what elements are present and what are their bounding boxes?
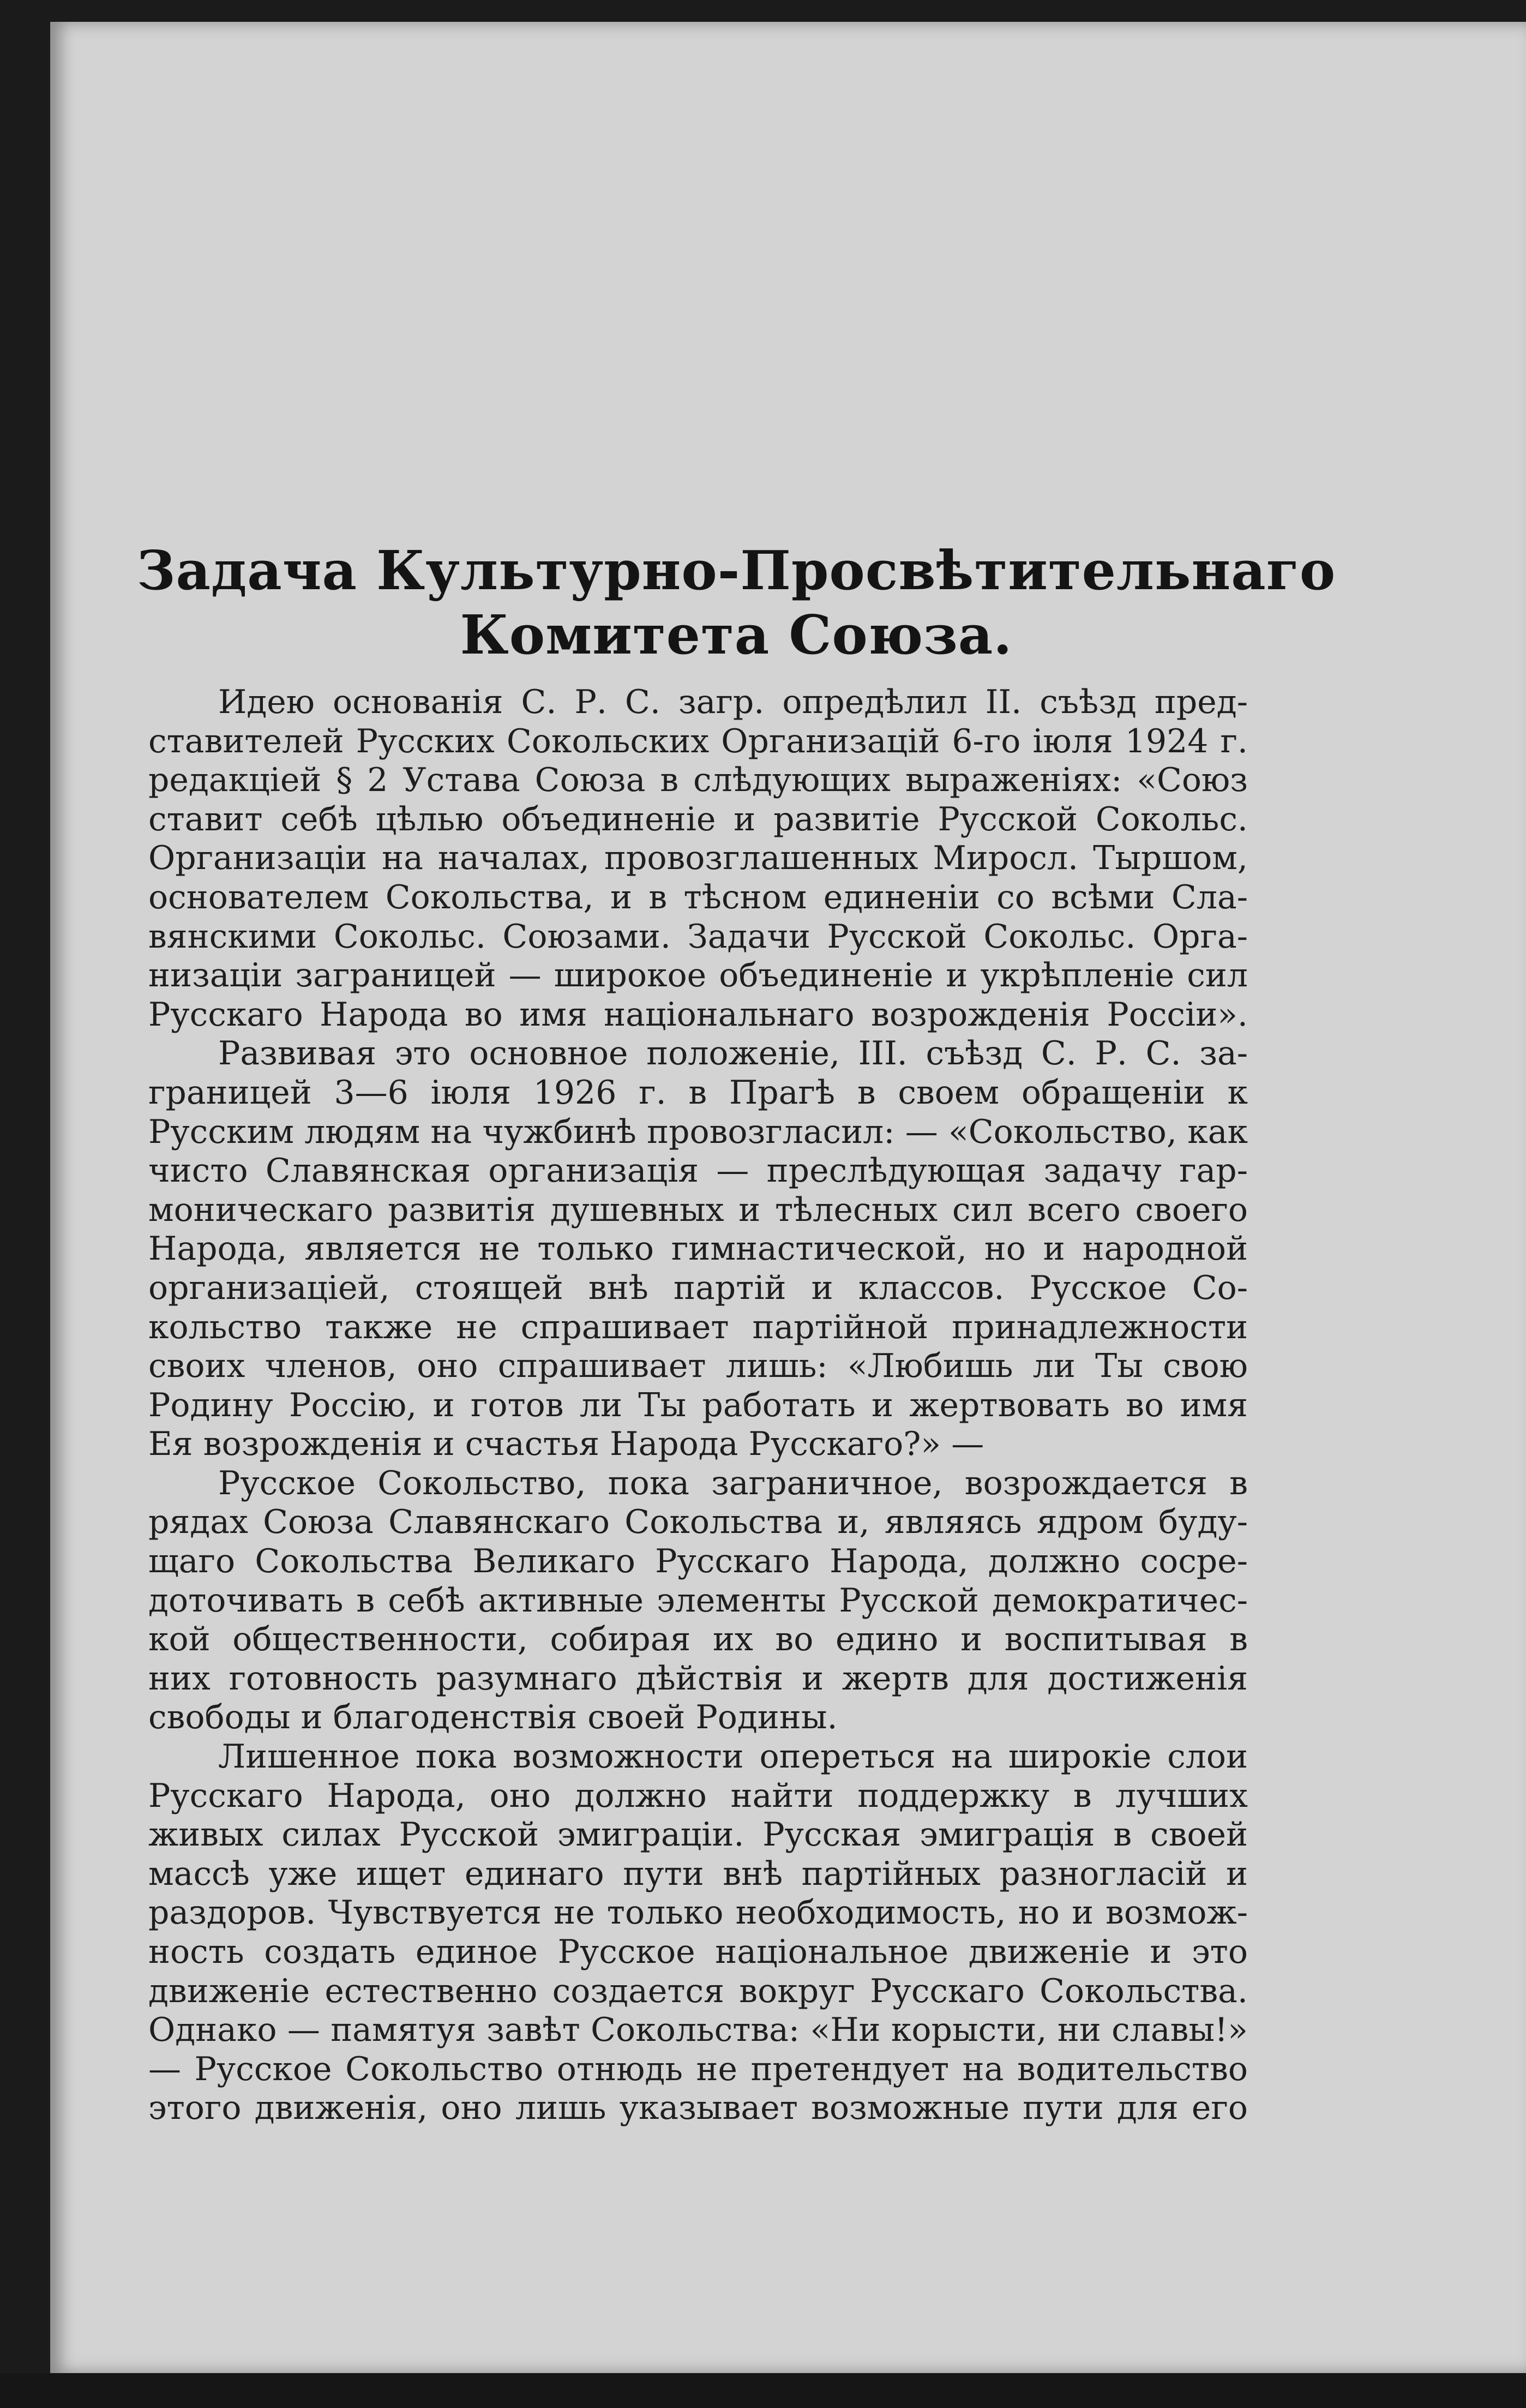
text-line: щаго Сокольства Великаго Русскаго Народа, должно сосре- (148, 1542, 1248, 1581)
text-line: Лишенное пока возможности опереться на широкіе слои (218, 1738, 1248, 1776)
title-line-2: Комитета Союза. (460, 604, 1013, 667)
text-line: чисто Славянская организація — преслѣдующая задачу гар- (148, 1152, 1248, 1190)
text-line: ставителей Русских Сокольских Организацій 6-го іюля 1924 г. (148, 722, 1248, 760)
text-line: доточивать в себѣ активные элементы Русской демократичес- (148, 1581, 1248, 1620)
title-line-1: Задача Культурно-Просвѣтительнаго (136, 540, 1336, 602)
text-line: живых силах Русской эмиграціи. Русская эмиграція в своей (148, 1816, 1248, 1854)
text-line: массѣ уже ищет единаго пути внѣ партійных разногласій и (148, 1854, 1248, 1893)
text-line: вянскими Сокольс. Союзами. Задачи Русской Сокольс. Орга- (148, 917, 1248, 956)
text-line: Русское Сокольство, пока заграничное, возрождается в (218, 1464, 1248, 1502)
text-line: рядах Союза Славянскаго Сокольства и, являясь ядром буду- (148, 1503, 1248, 1542)
text-line: организаціей, стоящей внѣ партій и классов. Русское Со- (148, 1268, 1248, 1307)
text-line: этого движенія, оно лишь указывает возможные пути для его (148, 2089, 1248, 2128)
text-line: моническаго развитія душевных и тѣлесных сил всего своего (148, 1190, 1248, 1229)
text-line: Родину Россію, и готов ли Ты работать и жертвовать во имя (148, 1386, 1248, 1424)
text-line: движеніе естественно создается вокруг Русскаго Сокольства. (148, 1972, 1248, 2010)
text-line: Однако — памятуя завѣт Сокольства: «Ни корысти, ни славы!» (148, 2011, 1248, 2050)
text-line: Развивая это основное положеніе, III. съѣзд С. Р. С. за- (218, 1034, 1248, 1073)
text-line: Народа, является не только гимнастической, но и народной (148, 1230, 1248, 1268)
text-line: границей 3—6 іюля 1926 г. в Прагѣ в своем обращеніи к (148, 1073, 1248, 1112)
text-line: раздоров. Чувствуется не только необходимость, но и возмож- (148, 1894, 1248, 1932)
text-line: Идею основанія С. Р. С. загр. опредѣлил II. съѣзд пред- (218, 683, 1248, 721)
text-line: Русскаго Народа во имя національнаго возрожденія Россіи». (148, 995, 1248, 1034)
body-text (148, 683, 1248, 2128)
text-line: своих членов, оно спрашивает лишь: «Любишь ли Ты свою (148, 1347, 1248, 1386)
text-line: Русскаго Народа, оно должно найти поддержку в лучших (148, 1776, 1248, 1815)
text-line: Организаціи на началах, провозглашенных Миросл. Тыршом, (148, 839, 1248, 878)
text-line: кольство также не спрашивает партійной принадлежности (148, 1308, 1248, 1346)
text-line: низаціи заграницей — широкое объединеніе и укрѣпленіе сил (148, 956, 1248, 995)
text-line: основателем Сокольства, и в тѣсном единеніи со всѣми Сла- (148, 878, 1248, 917)
text-line: ставит себѣ цѣлью объединеніе и развитіе Русской Сокольс. (148, 800, 1248, 838)
text-line: — Русское Сокольство отнюдь не претендует на водительство (148, 2050, 1248, 2088)
text-line: них готовность разумнаго дѣйствія и жертв для достиженія (148, 1659, 1248, 1698)
scan-border (0, 2373, 1526, 2408)
page-title (109, 539, 1363, 668)
text-line: кой общественности, собирая их во едино и воспитывая в (148, 1620, 1248, 1659)
text-line: ность создать единое Русское національное движеніе и это (148, 1933, 1248, 1971)
text-line: редакціей § 2 Устава Союза в слѣдующих выраженіях: «Союз (148, 761, 1248, 800)
text-line: свободы и благоденствія своей Родины. (148, 1698, 838, 1737)
text-line: Русским людям на чужбинѣ провозгласил: — «Сокольство, как (148, 1112, 1248, 1151)
text-line: Ея возрожденія и счастья Народа Русскаго?» — (148, 1425, 984, 1464)
